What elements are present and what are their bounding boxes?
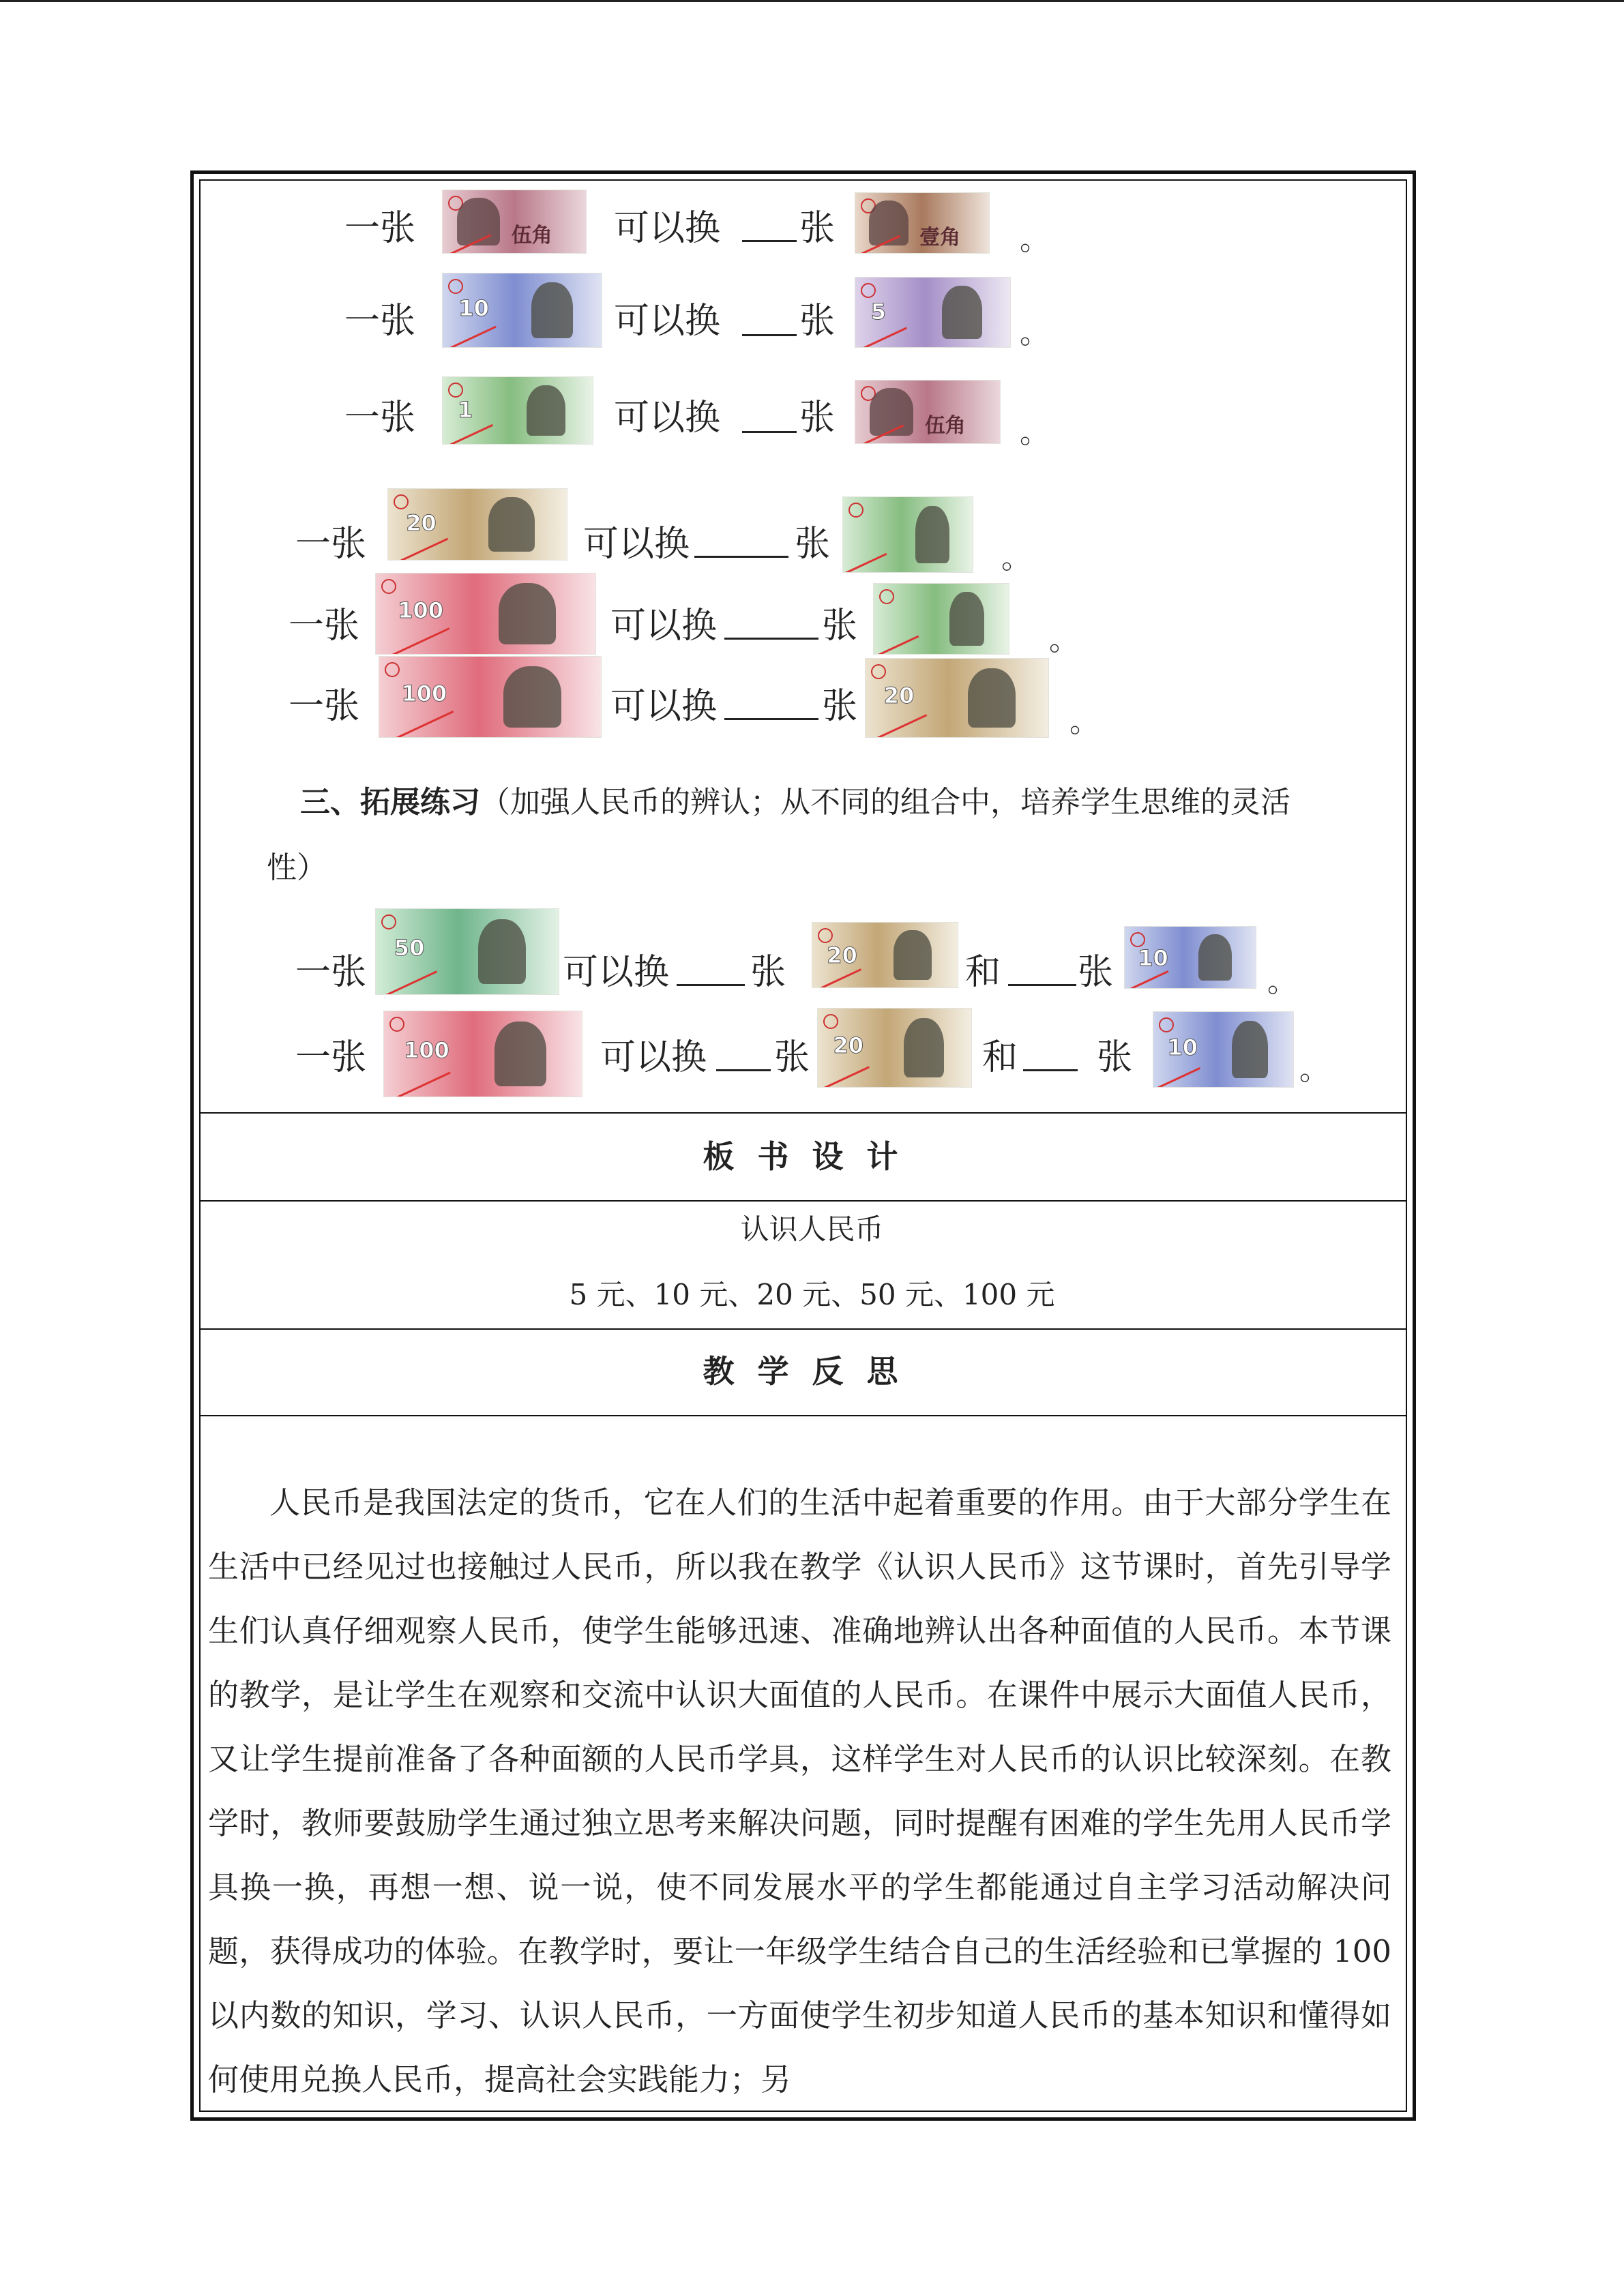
swap-text: 可以换 bbox=[563, 952, 670, 993]
banknote-one-yuan bbox=[842, 496, 973, 573]
unit-text: 张 bbox=[822, 606, 858, 646]
period: 。 bbox=[1001, 541, 1031, 576]
period: 。 bbox=[1020, 415, 1050, 450]
banknote-ten-yuan: 10 bbox=[1153, 1011, 1294, 1088]
answer-blank[interactable] bbox=[724, 638, 818, 640]
divider-board-content bbox=[201, 1328, 1406, 1330]
banknote-ten-yuan: 10 bbox=[442, 273, 602, 348]
and-text: 和 bbox=[982, 1037, 1018, 1078]
row-lead-text: 一张 bbox=[295, 952, 367, 993]
section-note: （加强人民币的辨认；从不同的组合中，培养学生思维的灵活 bbox=[480, 785, 1290, 820]
row-lead-text: 一张 bbox=[295, 524, 367, 565]
banknote-five-jiao: 伍角 bbox=[855, 380, 1001, 444]
unit-text: 张 bbox=[750, 952, 786, 993]
swap-text: 可以换 bbox=[583, 524, 690, 565]
swap-text: 可以换 bbox=[610, 686, 718, 727]
banknote-one-jiao: 壹角 bbox=[855, 192, 990, 254]
section-title: 三、拓展练习 bbox=[300, 785, 480, 820]
banknote-hundred-yuan: 100 bbox=[383, 1011, 582, 1097]
unit-text: 张 bbox=[1097, 1037, 1133, 1078]
row-lead-text: 一张 bbox=[295, 1037, 367, 1078]
answer-blank-first[interactable] bbox=[677, 984, 745, 986]
unit-text: 张 bbox=[799, 301, 836, 342]
answer-blank[interactable] bbox=[742, 240, 797, 242]
swap-text: 可以换 bbox=[614, 301, 721, 342]
banknote-five-yuan: 5 bbox=[855, 277, 1011, 348]
row-lead-text: 一张 bbox=[344, 208, 416, 249]
unit-text: 张 bbox=[799, 398, 836, 438]
banknote-twenty-yuan: 20 bbox=[817, 1008, 972, 1088]
unit-text: 张 bbox=[774, 1037, 810, 1078]
unit-text: 张 bbox=[795, 524, 831, 565]
answer-blank[interactable] bbox=[742, 334, 797, 336]
banknote-hundred-yuan: 100 bbox=[379, 656, 602, 738]
reflection-header: 教学反思 bbox=[703, 1353, 921, 1390]
banknote-one-yuan: 1 bbox=[442, 376, 593, 445]
banknote-one-yuan bbox=[873, 583, 1009, 655]
board-denominations: 5 元、10 元、20 元、50 元、100 元 bbox=[569, 1278, 1055, 1311]
answer-blank-second[interactable] bbox=[1008, 984, 1076, 986]
banknote-twenty-yuan: 20 bbox=[387, 488, 567, 561]
banknote-twenty-yuan: 20 bbox=[812, 922, 958, 988]
board-title: 认识人民币 bbox=[740, 1212, 884, 1246]
unit-text: 张 bbox=[1078, 952, 1114, 993]
swap-text: 可以换 bbox=[610, 606, 718, 646]
swap-text: 可以换 bbox=[600, 1037, 707, 1078]
row-lead-text: 一张 bbox=[289, 686, 360, 727]
divider-board-header bbox=[201, 1200, 1406, 1202]
answer-blank[interactable] bbox=[724, 718, 818, 720]
section-note-continued: 性） bbox=[267, 850, 327, 885]
swap-text: 可以换 bbox=[614, 208, 721, 249]
answer-blank-first[interactable] bbox=[716, 1069, 771, 1071]
banknote-five-jiao: 伍角 bbox=[442, 190, 587, 254]
row-lead-text: 一张 bbox=[289, 606, 360, 646]
section-extension-heading bbox=[300, 777, 1290, 821]
reflection-paragraph: 人民币是我国法定的货币，它在人们的生活中起着重要的作用。由于大部分学生在生活中已经见过也接触过人民币，所以我在教学《认识人民币》这节课时，首先引导学生们认真仔细观察人民币，使学生能够迅速、准确地辨认出各种面值的人民币。本节课的教学，是让学生在观察和交流中认识大面值的人民币。在课件中展示大面值人民币，又让学生提前准备了各种面额的人民币学具，这样学生对人民币的认识比较深刻。在教学时，教师要鼓励学生通过独立思考来解决问题，同时提醒有困难的学生先用人民币学具换一换，再想一想、说一说，使不同发展水平的学生都能通过自主学习活动解决问题，获得成功的体验。在教学时，要让一年级学生结合自己的生活经验和已掌握的 100 以内数的知识，学习、认识人民币，一方面使学生初步知道人民币的基本知识和懂得如何使用兑换人民币，提高社会实践能力；另 bbox=[208, 1485, 1391, 2098]
period: 。 bbox=[1299, 1052, 1329, 1087]
banknote-fifty-yuan: 50 bbox=[375, 908, 559, 995]
banknote-ten-yuan: 10 bbox=[1124, 926, 1256, 989]
unit-text: 张 bbox=[822, 686, 858, 727]
unit-text: 张 bbox=[799, 208, 836, 249]
board-design-header: 板书设计 bbox=[703, 1138, 921, 1175]
period: 。 bbox=[1020, 316, 1050, 351]
period: 。 bbox=[1267, 964, 1297, 999]
and-text: 和 bbox=[965, 952, 1001, 993]
banknote-twenty-yuan: 20 bbox=[865, 658, 1049, 738]
row-lead-text: 一张 bbox=[344, 301, 416, 342]
row-lead-text: 一张 bbox=[344, 398, 416, 438]
divider-reflection-header bbox=[201, 1415, 1406, 1416]
answer-blank[interactable] bbox=[742, 431, 797, 433]
answer-blank[interactable] bbox=[694, 556, 788, 558]
banknote-hundred-yuan: 100 bbox=[375, 573, 596, 655]
answer-blank-second[interactable] bbox=[1023, 1069, 1078, 1071]
period: 。 bbox=[1020, 222, 1050, 257]
swap-text: 可以换 bbox=[614, 398, 721, 438]
divider-before-board bbox=[201, 1112, 1406, 1114]
page-top-rule bbox=[0, 0, 1624, 2]
period: 。 bbox=[1049, 623, 1079, 657]
period: 。 bbox=[1069, 704, 1099, 739]
